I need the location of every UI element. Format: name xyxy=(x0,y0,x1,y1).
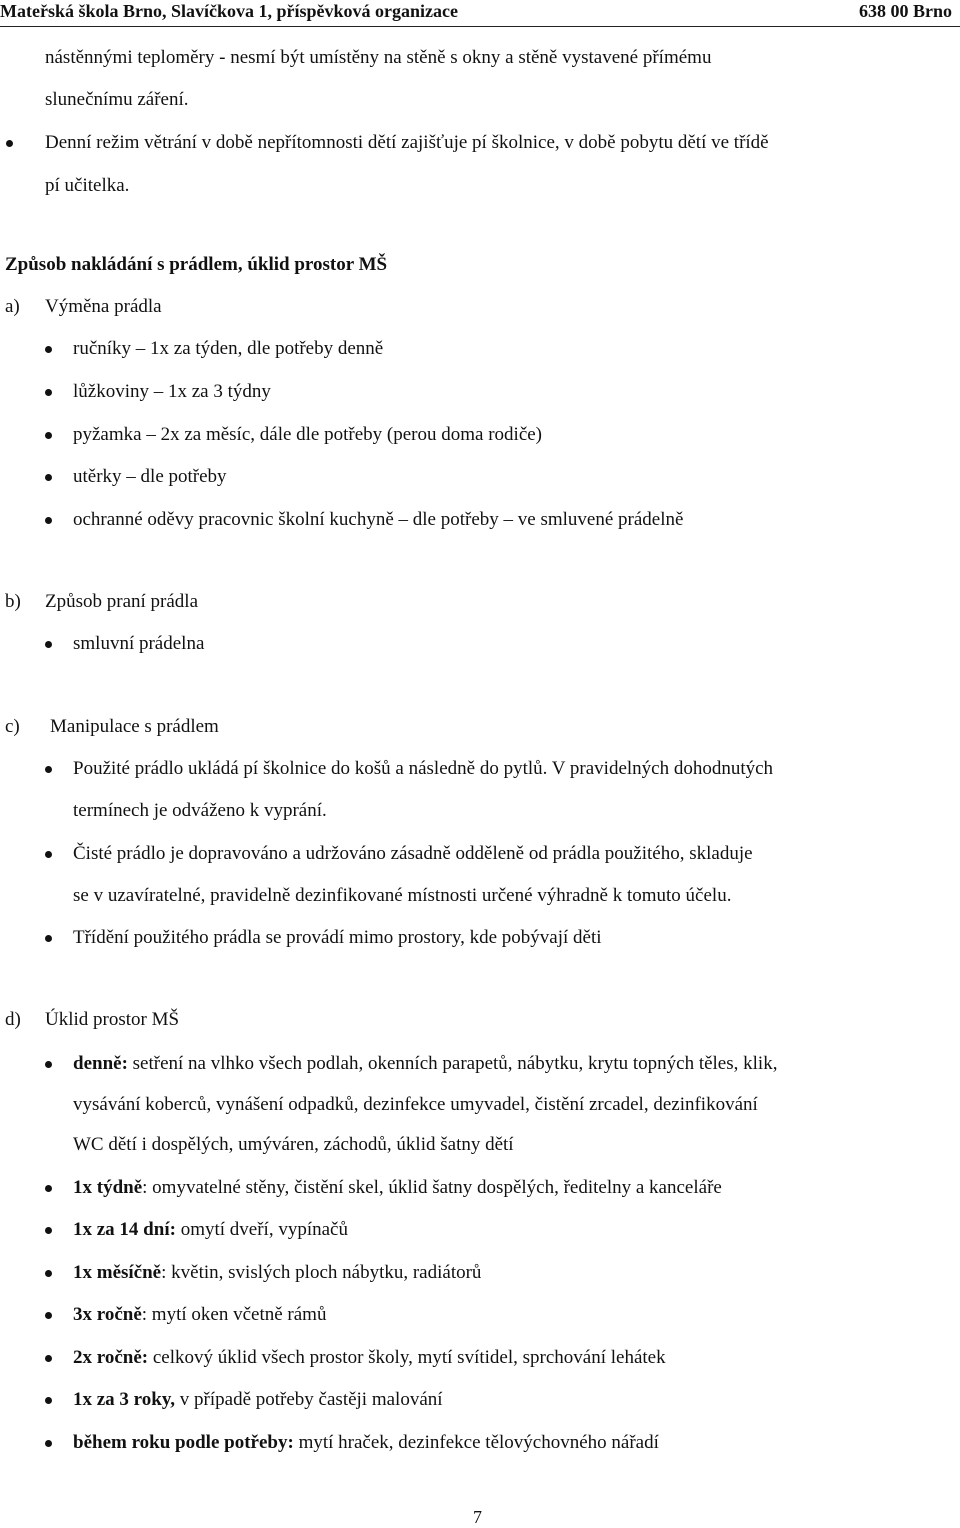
page-header xyxy=(0,0,960,22)
list-item-term: 1x za 14 dní: xyxy=(73,1219,176,1240)
list-item xyxy=(73,1304,326,1326)
list-item-text: setření na vlhko všech podlah, okenních parapetů, nábytku, krytu topných těles, klik, xyxy=(127,1053,778,1074)
list-item-text: : mytí oken včetně rámů xyxy=(141,1304,327,1325)
list-item xyxy=(73,1347,666,1369)
bullet-icon xyxy=(45,935,52,942)
list-item-text: : květin, svislých ploch nábytku, radiátorů xyxy=(161,1262,482,1283)
list-item-text: celkový úklid všech prostor školy, mytí svítidel, sprchování lehátek xyxy=(148,1347,666,1368)
bullet-icon xyxy=(45,432,52,439)
list-item: ručníky – 1x za týden, dle potřeby denně xyxy=(73,338,384,359)
list-item-text: v případě potřeby častěji malování xyxy=(175,1389,443,1410)
list-item-term: denně: xyxy=(73,1053,128,1074)
list-item: utěrky – dle potřeby xyxy=(73,466,227,487)
list-item xyxy=(73,1053,777,1075)
subsection-heading: Úklid prostor MŠ xyxy=(45,1009,180,1030)
subsection-heading: Výměna prádla xyxy=(45,296,162,317)
list-item: ochranné oděvy pracovnic školní kuchyně – dle potřeby – ve smluvené prádelně xyxy=(73,509,684,530)
list-item-term: 1x týdně xyxy=(73,1177,143,1198)
list-item-text: mytí hraček, dezinfekce tělovýchovného nářadí xyxy=(293,1432,659,1453)
list-item: Použité prádlo ukládá pí školnice do košů a následně do pytlů. V pravidelných dohodnutých xyxy=(73,758,774,779)
list-item: smluvní prádelna xyxy=(73,633,205,654)
bullet-icon xyxy=(45,1355,52,1362)
bullet-icon xyxy=(6,140,13,147)
list-item: lůžkoviny – 1x za 3 týdny xyxy=(73,381,271,402)
list-item-term: během roku podle potřeby: xyxy=(73,1432,294,1453)
list-item: termínech je odváženo k vyprání. xyxy=(73,800,327,821)
list-item xyxy=(73,1219,348,1241)
list-item: Denní režim větrání v době nepřítomnosti dětí zajišťuje pí školnice, v době pobytu dětí ve třídě xyxy=(45,132,769,153)
list-item-text: : omyvatelné stěny, čistění skel, úklid šatny dospělých, ředitelny a kanceláře xyxy=(142,1177,722,1198)
list-item: WC dětí i dospělých, umýváren, záchodů, úklid šatny dětí xyxy=(73,1134,514,1155)
subsection-label: b) xyxy=(5,591,21,612)
list-item-term: 1x za 3 roky, xyxy=(73,1389,176,1410)
list-item: pyžamka – 2x za měsíc, dále dle potřeby (perou doma rodiče) xyxy=(73,424,543,445)
page-number: 7 xyxy=(473,1507,482,1527)
list-item xyxy=(73,1432,659,1454)
list-item: Čisté prádlo je dopravováno a udržováno zásadně odděleně od prádla použitého, skladuje xyxy=(73,843,753,864)
list-item: se v uzavíratelné, pravidelně dezinfikované místnosti určené výhradně k tomuto účelu. xyxy=(73,885,732,906)
subsection-heading: Způsob praní prádla xyxy=(45,591,199,612)
header-organization: Mateřská škola Brno, Slavíčkova 1, příspěvková organizace xyxy=(0,1,458,21)
list-item-term: 2x ročně: xyxy=(73,1347,149,1368)
list-item: pí učitelka. xyxy=(45,175,130,196)
intro-line: nástěnnými teploměry - nesmí být umístěny na stěně s okny a stěně vystavené přímému xyxy=(45,47,712,68)
bullet-icon xyxy=(45,1061,52,1068)
bullet-icon xyxy=(45,851,52,858)
bullet-icon xyxy=(45,1397,52,1404)
bullet-icon xyxy=(45,1312,52,1319)
bullet-icon xyxy=(45,1440,52,1447)
list-item: vysávání koberců, vynášení odpadků, dezinfekce umyvadel, čistění zrcadel, dezinfikování xyxy=(73,1094,758,1115)
list-item: Třídění použitého prádla se provádí mimo prostory, kde pobývají děti xyxy=(73,927,602,948)
section-title: Způsob nakládání s prádlem, úklid prostor MŠ xyxy=(5,254,388,275)
bullet-icon xyxy=(45,474,52,481)
subsection-heading: Manipulace s prádlem xyxy=(50,716,219,737)
bullet-icon xyxy=(45,766,52,773)
bullet-icon xyxy=(45,1185,52,1192)
bullet-icon xyxy=(45,389,52,396)
list-item xyxy=(73,1177,722,1199)
subsection-label: d) xyxy=(5,1009,21,1030)
subsection-label: c) xyxy=(5,716,20,737)
header-city: 638 00 Brno xyxy=(858,1,952,21)
header-divider xyxy=(0,26,960,27)
bullet-icon xyxy=(45,1227,52,1234)
bullet-icon xyxy=(45,641,52,648)
intro-line: slunečnímu záření. xyxy=(45,89,189,110)
subsection-label: a) xyxy=(5,296,20,317)
bullet-icon xyxy=(45,346,52,353)
list-item-term: 1x měsíčně xyxy=(73,1262,162,1283)
list-item-text: omytí dveří, vypínačů xyxy=(175,1219,348,1240)
list-item-term: 3x ročně xyxy=(73,1304,142,1325)
list-item xyxy=(73,1262,481,1284)
bullet-icon xyxy=(45,1270,52,1277)
bullet-icon xyxy=(45,517,52,524)
list-item xyxy=(73,1389,443,1411)
